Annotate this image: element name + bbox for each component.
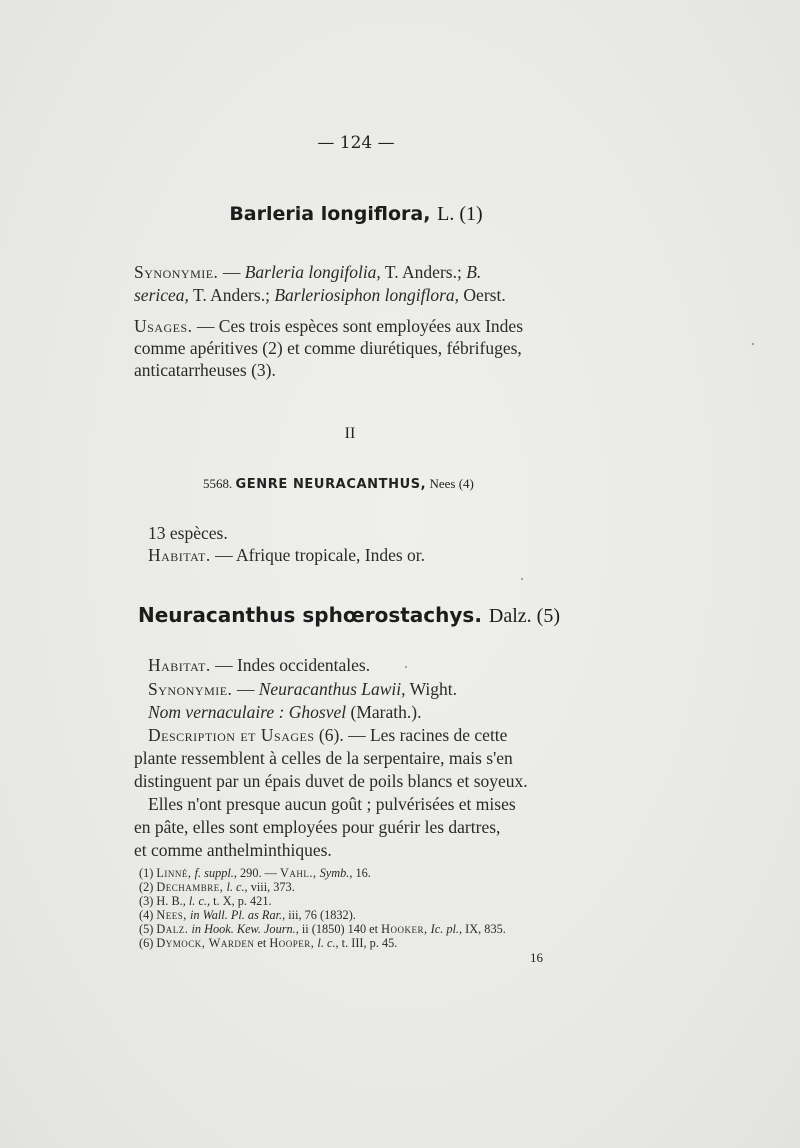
usages-line-1 (134, 316, 523, 337)
footnote-text: t. III, p. 45. (338, 936, 398, 950)
section-roman-numeral: II (344, 425, 356, 442)
footnote-work: l. c., (314, 936, 339, 950)
usages-line-3: anticatarrheuses (3). (134, 360, 276, 380)
usages-text: — Ces trois espèces sont employées aux Indes (192, 316, 524, 336)
footnote-number: (5) (139, 922, 157, 936)
footnote-number: (4) (139, 908, 157, 922)
paragraph-2-line-2: en pâte, elles sont employées pour guérir les dartres, (134, 817, 501, 837)
footnote-author: Dechambre, (156, 880, 224, 894)
genre-name: GENRE NEURACANTHUS, (235, 477, 427, 492)
printer-signature: 16 (530, 950, 543, 965)
genre-author: Nees (4) (429, 476, 474, 491)
footnote-author: Nees, (156, 908, 187, 922)
paper-speck (405, 666, 407, 668)
footnote-text: 16. (352, 866, 371, 880)
footnote-text: IX, 835. (462, 922, 506, 936)
species-author: L. (1) (437, 203, 483, 225)
paper-speck (752, 343, 754, 345)
nom-vernaculaire (148, 702, 421, 723)
description-text: (6). — Les racines de cette (314, 725, 508, 745)
footnote-text: 290. — (236, 866, 280, 880)
synonym-author: T. Anders.; (380, 262, 467, 282)
nom-value: Ghosvel (288, 702, 347, 722)
footnote-work: Ic. pl., (427, 922, 463, 936)
footnote-work: in Wall. Pl. as Rar., (186, 908, 286, 922)
footnote-author: Hooker, (381, 922, 428, 936)
species-author: Dalz. (5) (488, 605, 560, 627)
page-number: — 124 — (317, 133, 395, 153)
description-label: Description et Usages (148, 725, 315, 745)
genre-habitat (148, 545, 425, 566)
description-line-3: distinguent par un épais duvet de poils blancs et soyeux. (134, 771, 528, 791)
synonym-name: Barleria longifolia, (244, 262, 381, 282)
footnote-work: l. c., (185, 894, 211, 908)
species-habitat (148, 655, 370, 676)
nom-label: Nom vernaculaire : (148, 702, 285, 722)
species-title-neuracanthus (0, 603, 698, 628)
footnote-text: t. X, p. 421. (210, 894, 272, 908)
dash: — (218, 262, 245, 282)
synonymie-label: Synonymie. (148, 679, 233, 699)
synonym-name: B. (466, 262, 482, 282)
synonym-author: Wight. (405, 679, 457, 699)
footnote-text: ii (1850) 140 et (298, 922, 382, 936)
footnote-text: et (254, 936, 270, 950)
nom-origin: (Marath.). (346, 702, 422, 722)
genre-number: 5568. (203, 476, 233, 491)
species-name: Neuracanthus sphœrostachys. (138, 603, 482, 627)
footnote-author: H. B., (156, 894, 186, 908)
footnote-author: Dymock, Warden (156, 936, 255, 950)
synonymie-label: Synonymie. (134, 262, 219, 282)
synonym-author: Oerst. (459, 285, 506, 305)
species-synonymie (148, 679, 457, 700)
description-line-2: plante ressemblent à celles de la serpentaire, mais s'en (134, 748, 513, 768)
footnote-work: in Hook. Kew. Journ., (188, 922, 299, 936)
genre-heading (203, 476, 474, 492)
usages-line-2: comme apéritives (2) et comme diurétiques, fébrifuges, (134, 338, 522, 358)
synonym-author: T. Anders.; (188, 285, 275, 305)
footnote-work: Symb., (316, 866, 353, 880)
footnote-work: f. suppl., (191, 866, 237, 880)
footnote-3 (139, 894, 272, 909)
paragraph-2-line-1: Elles n'ont presque aucun goût ; pulvérisées et mises (148, 794, 516, 814)
paragraph-2-line-3: et comme anthelminthiques. (134, 840, 332, 860)
footnote-author: Linné, (156, 866, 192, 880)
footnote-author: Dalz. (156, 922, 189, 936)
species-name: Barleria longiflora, (229, 203, 431, 225)
synonym-name: Neuracanthus Lawii, (258, 679, 406, 699)
synonym-name: Barleriosiphon longiflora, (274, 285, 460, 305)
footnote-number: (1) (139, 866, 157, 880)
footnote-4 (139, 908, 356, 923)
footnote-text: iii, 76 (1832). (285, 908, 356, 922)
dash: — (232, 679, 259, 699)
footnote-1 (139, 866, 371, 881)
footnote-author: Vahl., (280, 866, 317, 880)
footnote-text: viii, 373. (247, 880, 295, 894)
especes-count: 13 espèces. (148, 523, 228, 543)
habitat-label: Habitat. (148, 545, 211, 565)
footnote-2 (139, 880, 295, 895)
footnote-number: (6) (139, 936, 157, 950)
usages-label: Usages. (134, 316, 193, 336)
habitat-text: — Indes occidentales. (210, 655, 371, 675)
footnote-author: Hooper, (269, 936, 315, 950)
paper-speck (521, 578, 523, 580)
species-title-barleria (0, 203, 712, 226)
footnote-work: l. c., (223, 880, 248, 894)
habitat-label: Habitat. (148, 655, 211, 675)
footnote-number: (2) (139, 880, 157, 894)
synonymie-line-2 (134, 285, 506, 306)
synonymie-line-1 (134, 262, 481, 283)
footnote-6 (139, 936, 397, 951)
description-line-1 (148, 725, 507, 746)
habitat-text: — Afrique tropicale, Indes or. (210, 545, 426, 565)
footnote-number: (3) (139, 894, 157, 908)
footnote-5 (139, 922, 506, 937)
synonym-name: sericea, (134, 285, 189, 305)
